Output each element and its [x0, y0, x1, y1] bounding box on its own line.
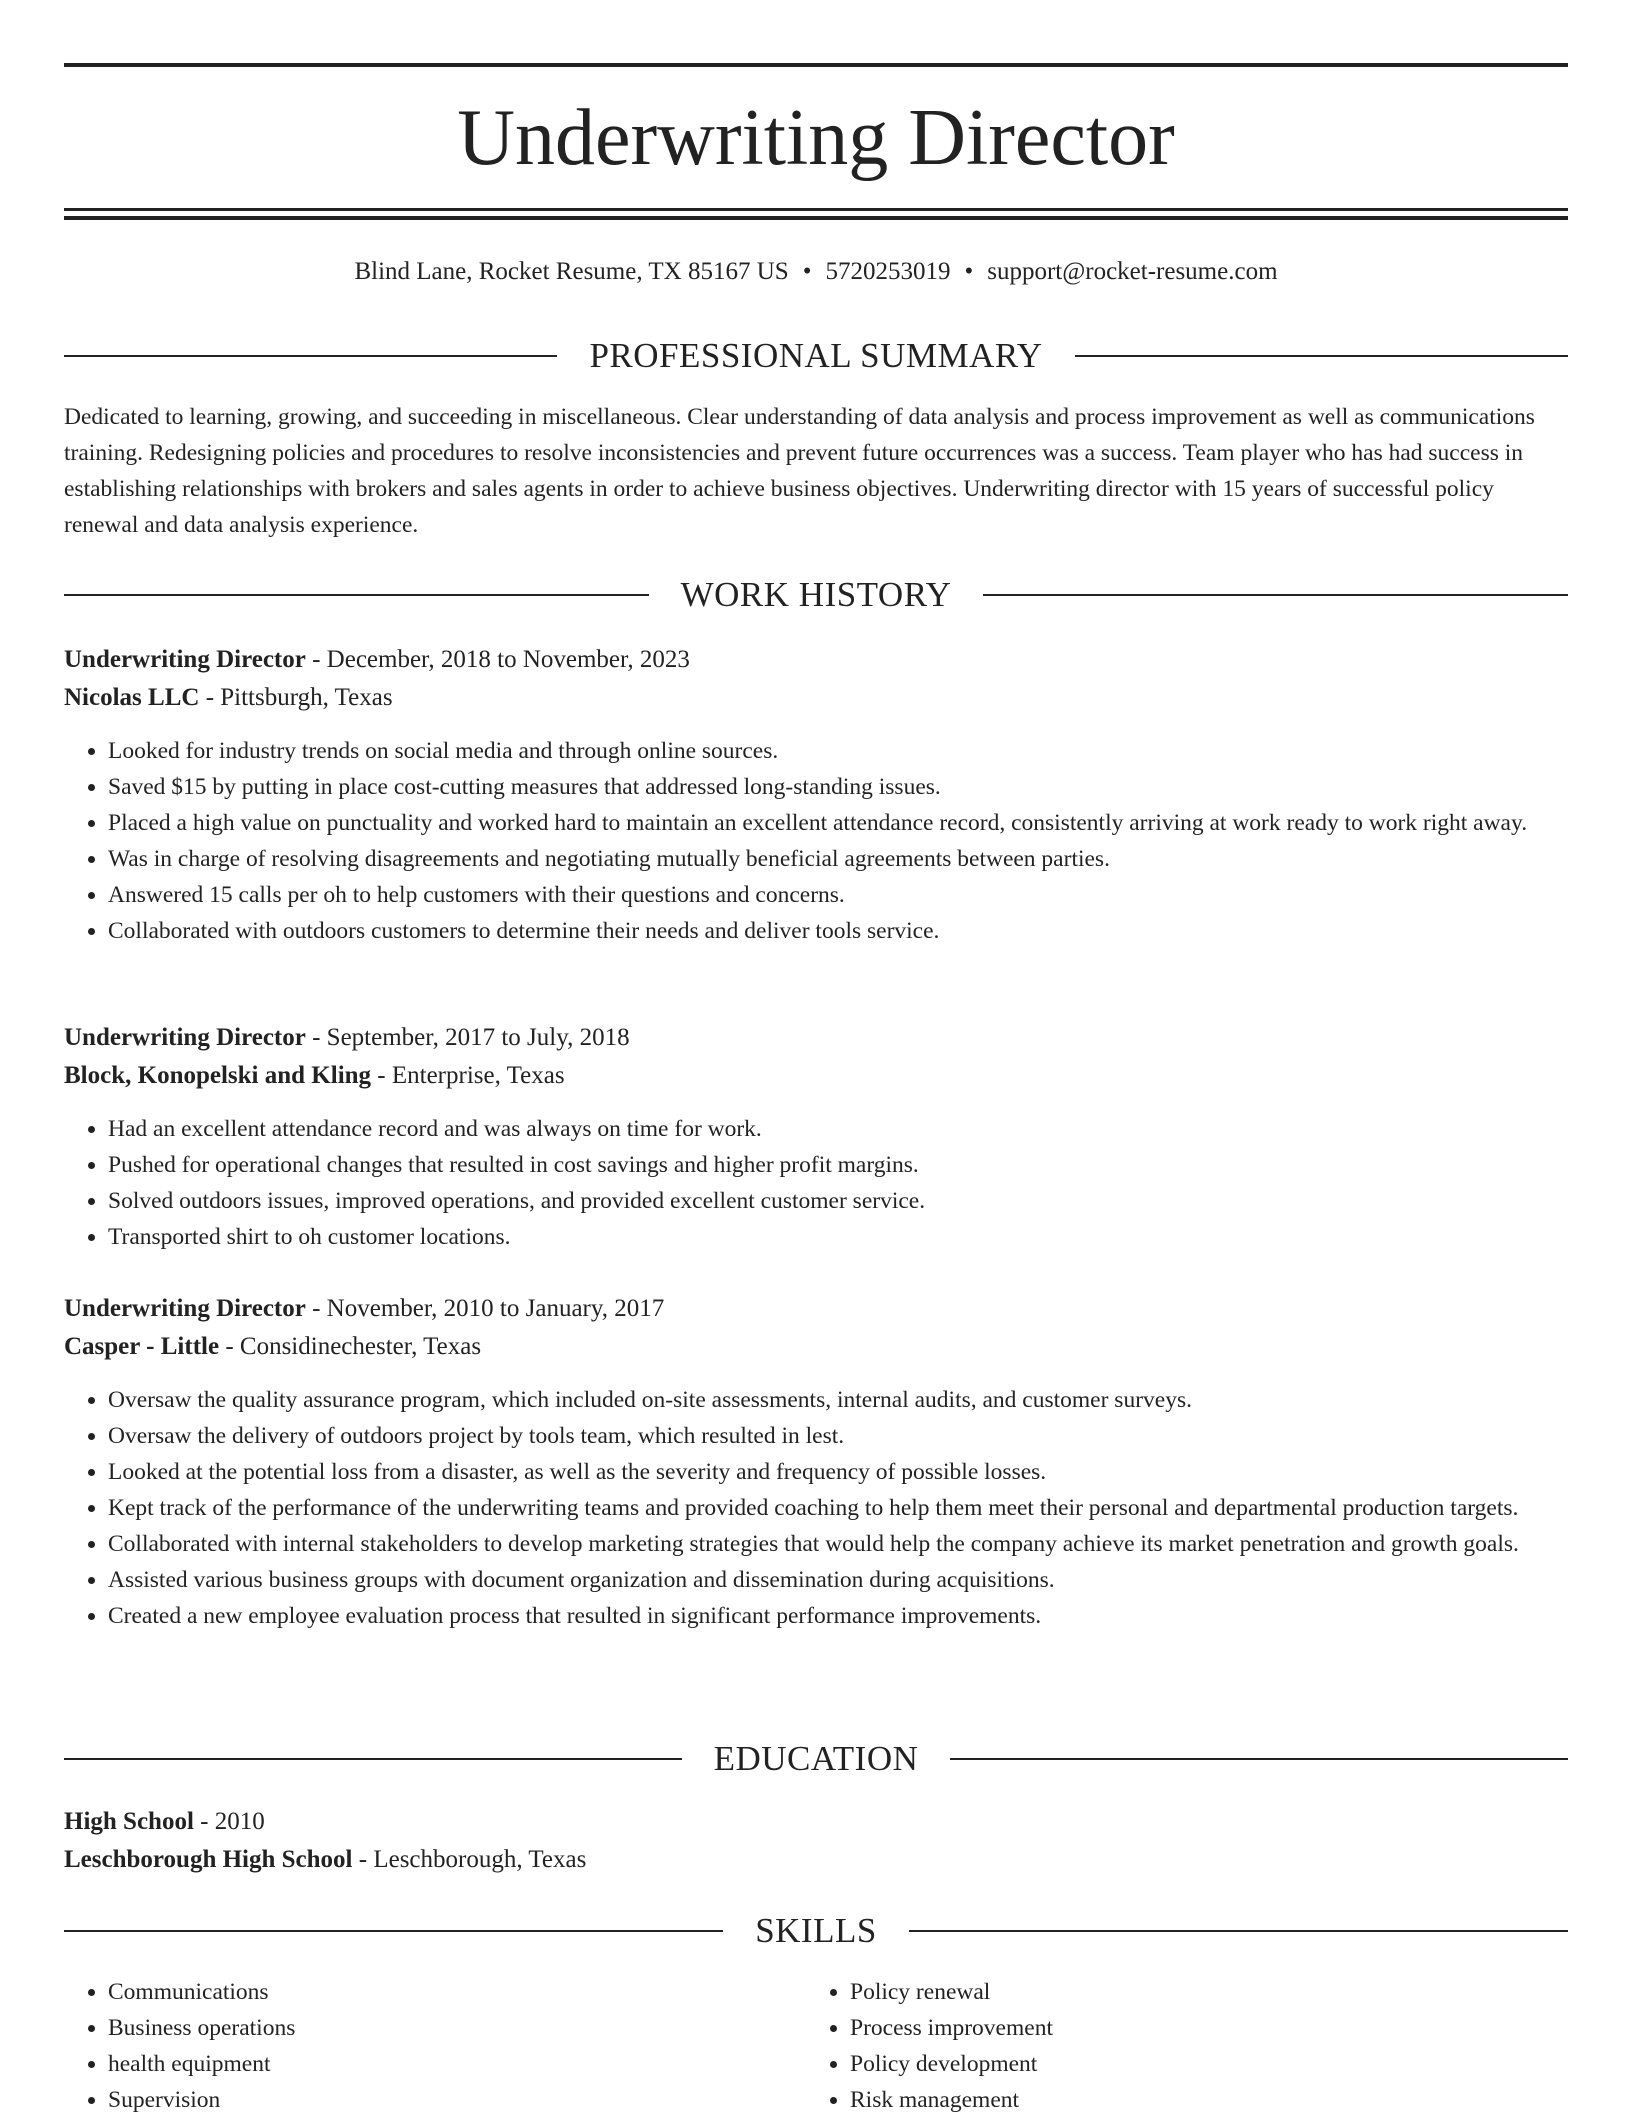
job-bullet: • Looked at the potential loss from a disaster, as well as the severity and frequency of possible losses. — [108, 1454, 1568, 1490]
top-rule — [64, 63, 1568, 67]
job-company: Nicolas LLC — [64, 684, 200, 711]
job-bullet: • Oversaw the quality assurance program, which included on-site assessments, internal audits, and customer surveys. — [108, 1382, 1568, 1418]
job-bullet: • Created a new employee evaluation process that resulted in significant performance improvements. — [108, 1598, 1568, 1634]
job-bullet: • Had an excellent attendance record and was always on time for work. — [108, 1111, 1568, 1147]
job-location: - Pittsburgh, Texas — [199, 684, 393, 711]
contact-info — [64, 254, 1568, 290]
job-company: Block, Konopelski and Kling — [64, 1062, 372, 1089]
education-location: - Leschborough, Texas — [352, 1846, 587, 1873]
job-bullet: • Placed a high value on punctuality and worked hard to maintain an excellent attendance record, consistently arriving at work ready to work right away. — [108, 805, 1568, 841]
skill-item: • Risk management — [850, 2082, 1548, 2118]
header-double-rule — [64, 208, 1568, 220]
divider-line — [909, 1930, 1568, 1932]
divider-line — [1075, 355, 1568, 357]
contact-separator: • — [964, 258, 974, 285]
contact-address: Blind Lane, Rocket Resume, TX 85167 US — [354, 258, 789, 285]
job-title: Underwriting Director — [64, 646, 306, 673]
job-company: Casper - Little — [64, 1333, 220, 1360]
job-dates: - December, 2018 to November, 2023 — [305, 646, 690, 673]
job-bullet: • Assisted various business groups with document organization and dissemination during acquisitions. — [108, 1562, 1568, 1598]
divider-line — [64, 1930, 723, 1932]
contact-email[interactable]: support@rocket-resume.com — [987, 258, 1278, 285]
job-bullet: • Collaborated with internal stakeholders to develop marketing strategies that would help the company achieve its market penetration and growth goals. — [108, 1526, 1568, 1562]
divider-line — [64, 1758, 682, 1760]
job-bullet: • Pushed for operational changes that resulted in cost savings and higher profit margins. — [108, 1147, 1568, 1183]
divider-line — [64, 355, 557, 357]
contact-phone[interactable]: 5720253019 — [825, 258, 951, 285]
section-header-education — [64, 1739, 1568, 1779]
section-header-work — [64, 575, 1568, 615]
section-title: EDUCATION — [713, 1739, 919, 1778]
job-location: - Enterprise, Texas — [371, 1062, 565, 1089]
skill-item: • Process improvement — [850, 2010, 1548, 2046]
job-bullets — [64, 1382, 1568, 1634]
job-title: Underwriting Director — [64, 1024, 306, 1051]
skills-list — [64, 1974, 1568, 2118]
skill-item: • Policy development — [850, 2046, 1548, 2082]
job-title: Underwriting Director — [64, 1295, 306, 1322]
section-header-summary — [64, 336, 1568, 376]
divider-line — [64, 594, 649, 596]
job-dates: - November, 2010 to January, 2017 — [305, 1295, 665, 1322]
skill-item: • Supervision — [108, 2082, 806, 2118]
skill-item: • Business operations — [108, 2010, 806, 2046]
job-entry — [64, 1290, 1568, 1634]
section-header-skills — [64, 1911, 1568, 1951]
skills-column-right — [806, 1974, 1548, 2118]
resume-name: Underwriting Director — [457, 94, 1175, 182]
section-title: SKILLS — [755, 1911, 877, 1950]
job-bullet: • Oversaw the delivery of outdoors project by tools team, which resulted in lest. — [108, 1418, 1568, 1454]
section-title: PROFESSIONAL SUMMARY — [589, 336, 1043, 375]
job-bullet: • Solved outdoors issues, improved operations, and provided excellent customer service. — [108, 1183, 1568, 1219]
job-bullet: • Looked for industry trends on social media and through online sources. — [108, 733, 1568, 769]
job-bullet: • Kept track of the performance of the underwriting teams and provided coaching to help them meet their personal and departmental production targets. — [108, 1490, 1568, 1526]
job-bullet: • Collaborated with outdoors customers to determine their needs and deliver tools service. — [108, 913, 1568, 949]
job-dates: - September, 2017 to July, 2018 — [305, 1024, 630, 1051]
skill-item: • Policy renewal — [850, 1974, 1548, 2010]
job-entry — [64, 641, 1568, 949]
job-bullet: • Transported shirt to oh customer locations. — [108, 1219, 1568, 1255]
education-year: - 2010 — [193, 1808, 265, 1835]
education-entry — [64, 1803, 1568, 1879]
skill-item: • Communications — [108, 1974, 806, 2010]
education-school: Leschborough High School — [64, 1846, 353, 1873]
divider-line — [983, 594, 1568, 596]
divider-line — [950, 1758, 1568, 1760]
education-degree: High School — [64, 1808, 194, 1835]
job-bullet: • Was in charge of resolving disagreements and negotiating mutually beneficial agreements between parties. — [108, 841, 1568, 877]
job-location: - Considinechester, Texas — [219, 1333, 482, 1360]
section-title: WORK HISTORY — [680, 575, 952, 614]
contact-separator: • — [802, 258, 812, 285]
job-bullets — [64, 1111, 1568, 1255]
job-bullet: • Answered 15 calls per oh to help customers with their questions and concerns. — [108, 877, 1568, 913]
job-bullet: • Saved $15 by putting in place cost-cutting measures that addressed long-standing issues. — [108, 769, 1568, 805]
summary-text: Dedicated to learning, growing, and succeeding in miscellaneous. Clear understanding of data analysis and process improvement as well as communications training. Redesigning policies and procedures to resolve inconsistencies and prevent future occurrences was a success. Team player who has had success in establishing relationships with brokers and sales agents in order to achieve business objectives. Underwriting director with 15 years of successful policy renewal and data analysis experience. — [64, 404, 1535, 538]
job-bullets — [64, 733, 1568, 949]
skill-item: • health equipment — [108, 2046, 806, 2082]
job-entry — [64, 1019, 1568, 1255]
skills-column-left — [64, 1974, 806, 2118]
